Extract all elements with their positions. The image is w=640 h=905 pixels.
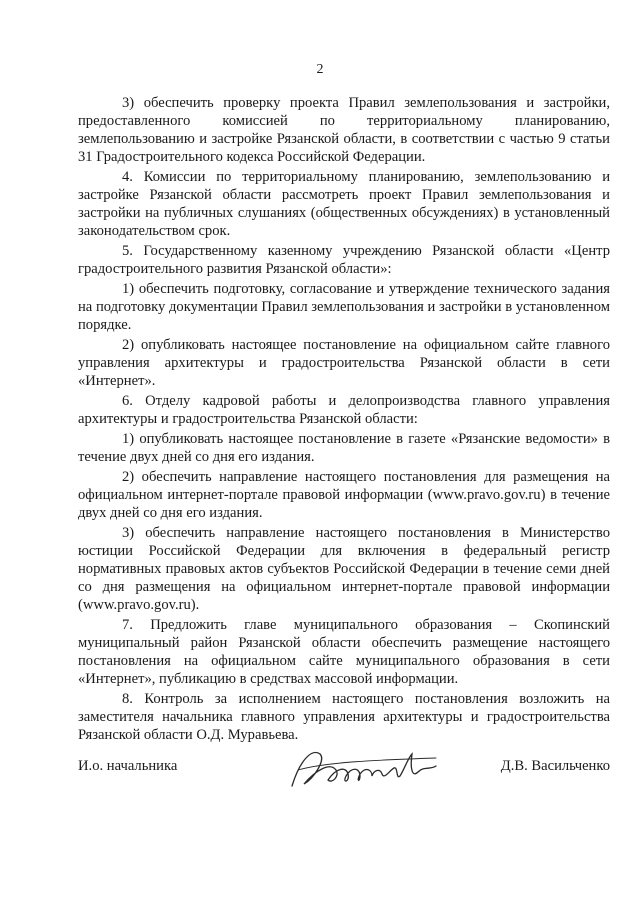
paragraph-8: 8. Контроль за исполнением настоящего постановления возложить на заместителя начальника главного управления архитектуры и градостроительства Рязанской области О.Д. Муравьева. <box>78 691 610 743</box>
handwritten-signature <box>286 740 446 796</box>
signatory-name: Д.В. Васильченко <box>500 758 610 774</box>
signatory-role: И.о. начальника <box>78 758 178 774</box>
paragraph-4: 4. Комиссии по территориальному планированию, землепользованию и застройке Рязанской области рассмотреть проект Правил землепользования и застройки на публичных слушаниях (общественных обсуждениях) в установленный законодательством срок. <box>78 169 610 239</box>
paragraph-6: 6. Отделу кадровой работы и делопроизводства главного управления архитектуры и градостроительства Рязанской области: <box>78 393 610 427</box>
page-number: 2 <box>316 62 324 77</box>
signature-block <box>78 740 610 800</box>
paragraph-3-1: 3) обеспечить проверку проекта Правил землепользования и застройки, предоставленного комиссией по территориальному планированию, землепользованию и застройке Рязанской области, в соответствии с частью 9 статьи 31 Градостроительного кодекса Российской Федерации. <box>78 95 610 165</box>
paragraph-6-1: 1) опубликовать настоящее постановление в газете «Рязанские ведомости» в течение двух дней со дня его издания. <box>78 431 610 465</box>
paragraph-6-2: 2) обеспечить направление настоящего постановления для размещения на официальном интернет-портале правовой информации (www.pravo.gov.ru) в течение двух дней со дня его издания. <box>78 469 610 521</box>
paragraph-5: 5. Государственному казенному учреждению Рязанской области «Центр градостроительного развития Рязанской области»: <box>78 243 610 277</box>
paragraph-6-3: 3) обеспечить направление настоящего постановления в Министерство юстиции Российской Федерации для включения в федеральный регистр нормативных правовых актов субъектов Российской Федерации в течение семи дней со дня размещения на официальном интернет-портале правовой информации (www.pravo.gov.ru). <box>78 525 610 613</box>
paragraph-7: 7. Предложить главе муниципального образования – Скопинский муниципальный район Рязанской области обеспечить размещение настоящего постановления на официальном сайте муниципального образования в сети «Интернет», публикацию в средствах массовой информации. <box>78 617 610 687</box>
document-body <box>78 94 610 746</box>
paragraph-5-1: 1) обеспечить подготовку, согласование и утверждение технического задания на подготовку документации Правил землепользования и застройки в установленном порядке. <box>78 281 610 333</box>
paragraph-5-2: 2) опубликовать настоящее постановление на официальном сайте главного управления архитектуры и градостроительства Рязанской области в сети «Интернет». <box>78 337 610 389</box>
